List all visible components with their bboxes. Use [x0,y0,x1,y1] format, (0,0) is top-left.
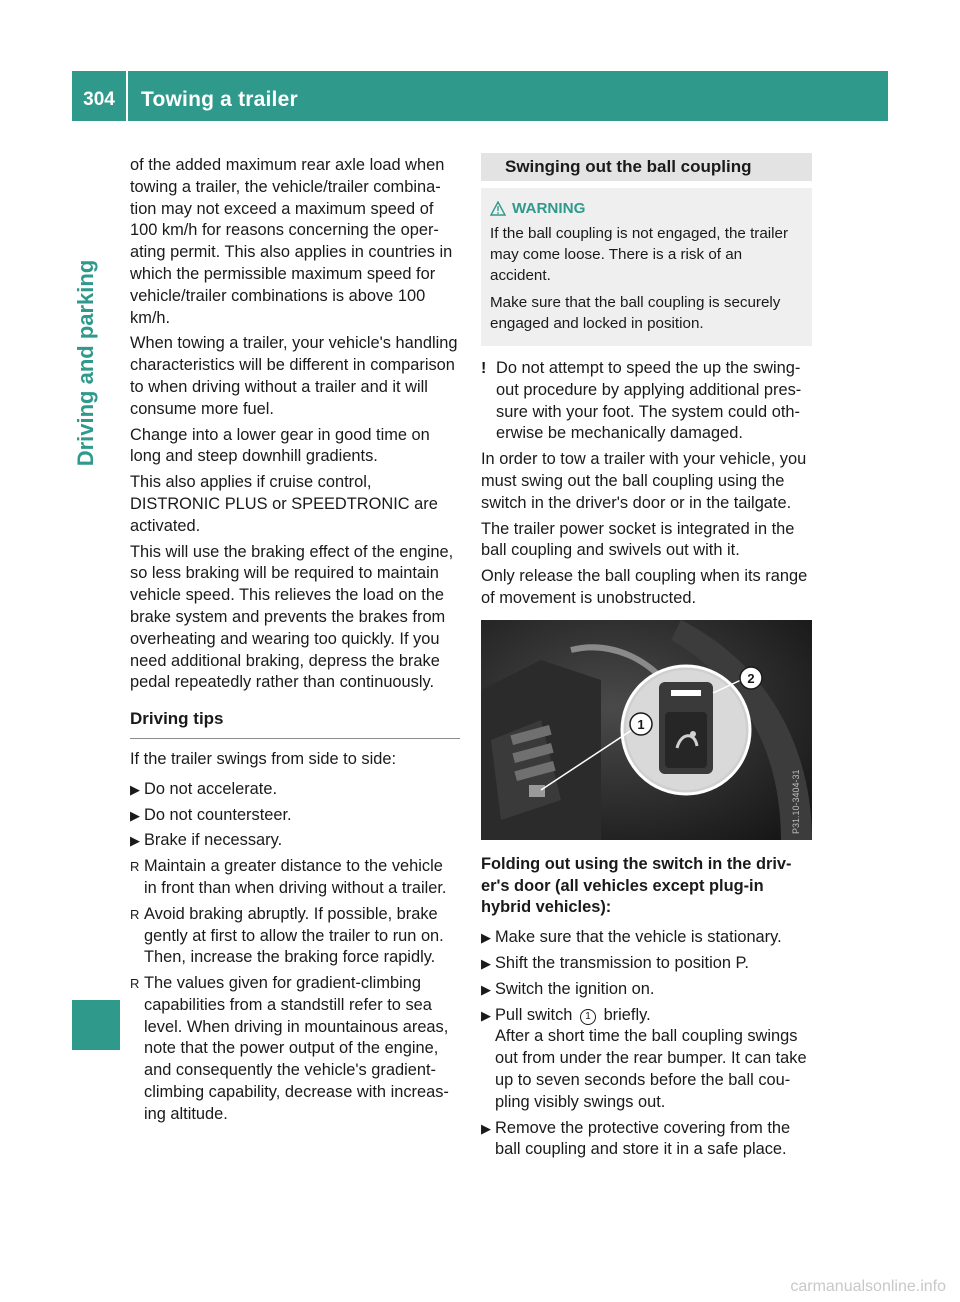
procedure-heading: Folding out using the switch in the driv-er's door (all vehicles except plug-in hybrid vehicles): [481,854,792,917]
driving-tips-heading: Driving tips [130,708,460,739]
bullet-marker-icon: R [130,859,140,875]
paragraph: When towing a trailer, your vehicle's handling characteristics will be different in comparison to when driving without a trailer and it will consume more fuel. [130,334,458,418]
chapter-tab-marker [72,1000,120,1050]
step-item: ▶ Switch the ignition on. [481,979,812,1001]
exclamation-icon: ! [481,360,487,377]
paragraph: of the added maximum rear axle load when towing a trailer, the vehicle/trailer combina-tion may not exceed a maximum speed of 100 km/h for reasons concerning the oper-ating permit. This also applies in countries in which the permissible maximum speed for vehicle/trailer combinations is above 100 km/h. [130,156,453,327]
left-column [130,155,460,1130]
figure-callout-1: 1 [637,716,645,732]
notice-item: ! Do not attempt to speed the up the swing-out procedure by applying additional pres-sure with your foot. The system could oth-erwise be mechanically damaged. [481,358,812,445]
step-arrow-icon: ▶ [130,807,140,823]
step-arrow-icon: ▶ [481,1120,491,1136]
step-result: After a short time the ball coupling swings out from under the rear bumper. It can take up to seven seconds before the ball cou-pling visibly swings out. [495,1027,807,1111]
paragraph: This will use the braking effect of the engine, so less braking will be required to maintain vehicle speed. This relieves the load on the brake system and prevents the brakes from overheating and wearing too quickly. If you need additional braking, depress the brake pedal repeatedly rather than continuously. [130,542,454,692]
door-switch-illustration [481,620,812,840]
step-item: ▶ Remove the protective covering from the ball coupling and store it in a safe place. [481,1118,812,1162]
callout-1-icon: 1 [580,1009,596,1025]
warning-paragraph: Make sure that the ball coupling is securely engaged and locked in position. [490,294,781,332]
watermark: carmanualsonline.info [790,1278,946,1295]
step-item: ▶ Do not accelerate. [130,779,460,801]
step-arrow-icon: ▶ [130,833,140,849]
bullet-item: R Maintain a greater distance to the vehicle in front than when driving without a trailer. [130,856,460,900]
bullet-marker-icon: R [130,976,140,992]
warning-box [481,188,812,346]
step-item: ▶ Brake if necessary. [130,830,460,852]
figure-code: P31.10-3404-31 [791,769,801,834]
step-arrow-icon: ▶ [481,1007,491,1023]
paragraph: The trailer power socket is integrated in the ball coupling and swivels out with it. [481,519,795,560]
chapter-side-label: Driving and parking [73,259,98,467]
step-item: ▶ Do not countersteer. [130,805,460,827]
step-arrow-icon: ▶ [481,930,491,946]
step-arrow-icon: ▶ [481,955,491,971]
paragraph: In order to tow a trailer with your vehicle, you must swing out the ball coupling using the switch in the driver's door or in the tailgate. [481,450,807,512]
step-item: ▶ Make sure that the vehicle is stationary. [481,927,812,949]
section-heading: Swinging out the ball coupling [481,153,812,181]
page-number: 304 [83,89,115,110]
bullet-item: R Avoid braking abruptly. If possible, brake gently at first to allow the trailer to run on. Then, increase the braking force rapidly. [130,904,460,969]
driving-tips-intro: If the trailer swings from side to side: [130,749,396,768]
step-arrow-icon: ▶ [481,981,491,997]
step-item: ▶ Pull switch 1 briefly. After a short time the ball coupling swings out from under the rear bumper. It can take up to seven seconds before the ball cou-pling visibly swings out. [481,1005,812,1114]
figure-callout-2: 2 [747,670,755,686]
bullet-item: R The values given for gradient-climbing capabilities from a standstill refer to sea level. When driving in mountainous areas, note that the power output of the engine, and consequently the vehicle's gradient-climbing capability, decrease with increas-ing altitude. [130,973,460,1126]
bullet-marker-icon: R [130,906,140,922]
paragraph: This also applies if cruise control, DISTRONIC PLUS or SPEEDTRONIC are activated. [130,473,438,535]
paragraph: Change into a lower gear in good time on long and steep downhill gradients. [130,425,430,466]
door-switch-figure [481,620,812,840]
paragraph: Only release the ball coupling when its range of movement is unobstructed. [481,567,808,607]
page-header [72,71,888,121]
step-arrow-icon: ▶ [130,781,140,797]
right-column [481,155,812,1165]
warning-title: WARNING [490,198,803,219]
page-title: Towing a trailer [141,88,298,111]
warning-triangle-icon [490,201,506,216]
warning-paragraph: If the ball coupling is not engaged, the trailer may come loose. There is a risk of an accident. [490,225,789,284]
header-divider [126,71,128,121]
step-item: ▶ Shift the transmission to position P. [481,953,812,975]
